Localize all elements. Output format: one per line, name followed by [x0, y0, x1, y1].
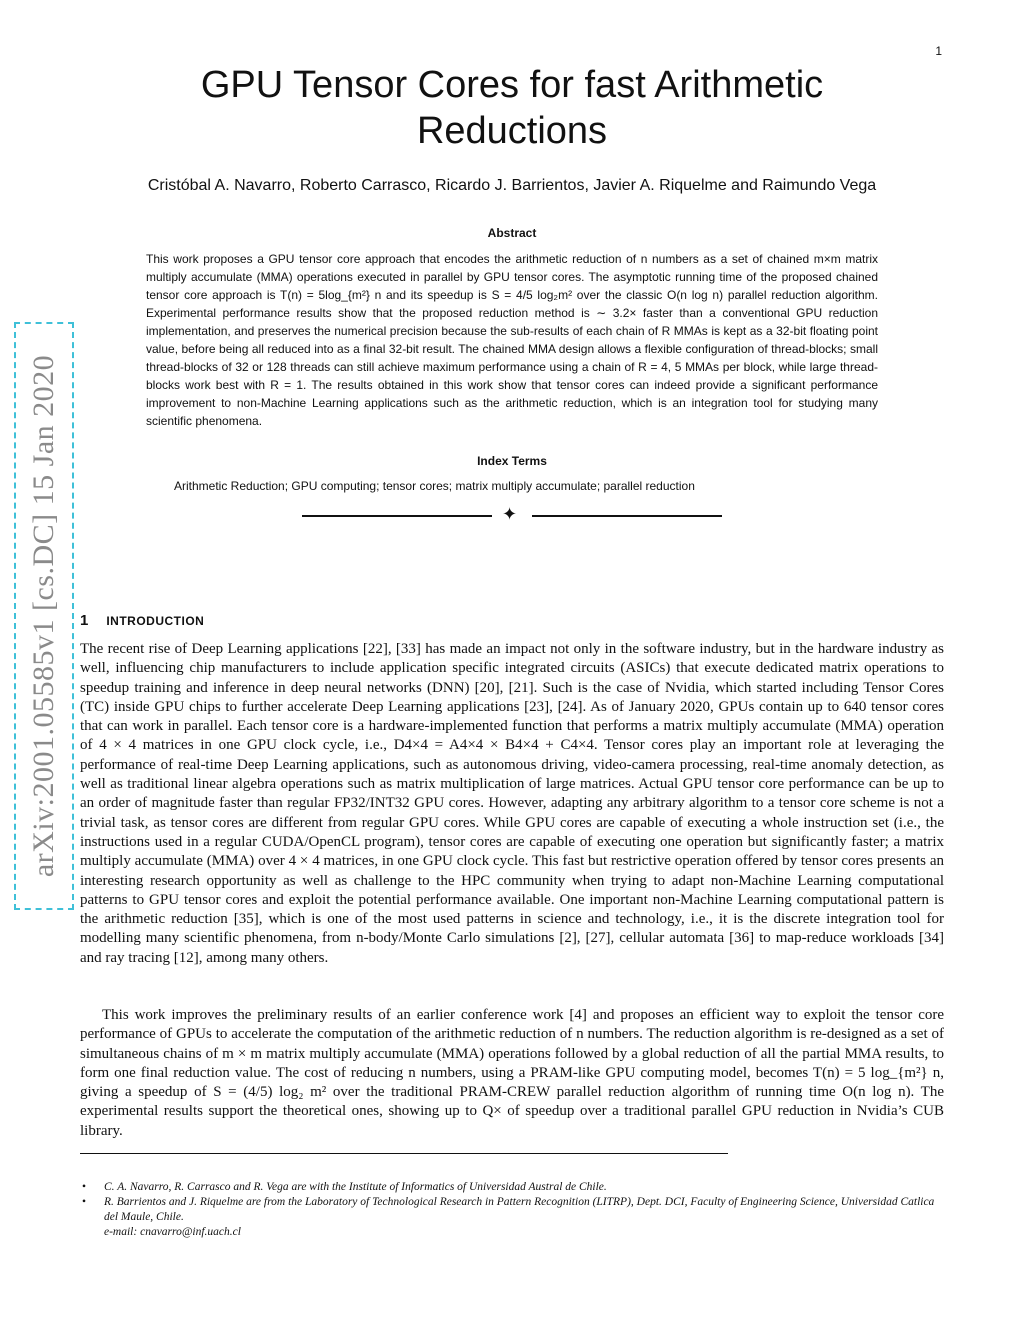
author-list: Cristóbal A. Navarro, Roberto Carrasco, Ricardo J. Barrientos, Javier A. Riquelme and Raimundo Vega	[147, 177, 877, 194]
index-terms: Arithmetic Reduction; GPU computing; tensor cores; matrix multiply accumulate; parallel reduction	[174, 479, 695, 493]
separator-rule-left	[302, 515, 492, 517]
arxiv-identifier[interactable]: arXiv:2001.05585v1 [cs.DC] 15 Jan 2020	[27, 354, 60, 878]
separator-rule-right	[532, 515, 722, 517]
section-separator	[302, 506, 722, 526]
section-title: INTRODUCTION	[106, 614, 205, 628]
abstract-text: This work proposes a GPU tensor core approach that encodes the arithmetic reduction of n numbers as a set of chained m×m matrix multiply accumulate (MMA) operations executed in parallel by GPU tensor cores. The asymptotic running time of the proposed chained tensor core approach is T(n) = 5log_{m²} n and its speedup is S = 4/5 log₂m² over the classic O(n log n) parallel reduction algorithm. Experimental performance results show that the proposed reduction method is ∼ 3.2× faster than a conventional GPU reduction implementation, and preserves the numerical precision because the sub-results of each chain of R MMAs is kept as a 32-bit floating point value, before being all reduced into as a final 32-bit result. The chained MMA design allows a flexible configuration of thread-blocks; small thread-blocks of 32 or 128 threads can still achieve maximum performance using a chain of R = 4, 5 MMAs per block, while large thread-blocks work best with R = 1. The results obtained in this work show that tensor cores can indeed provide a significant performance improvement to non-Machine Learning applications such as the arithmetic reduction, which is an integration tool for studying many scientific phenomena.	[146, 252, 878, 428]
arxiv-stamp[interactable]	[14, 322, 74, 910]
paper-title: GPU Tensor Cores for fast Arithmetic Reductions	[200, 64, 824, 152]
footnote-text: C. A. Navarro, R. Carrasco and R. Vega are with the Institute of Informatics of Universidad Austral de Chile.	[104, 1181, 607, 1193]
footnotes	[80, 1180, 944, 1240]
footnote-divider	[80, 1153, 728, 1154]
bullet-icon: •	[82, 1196, 87, 1208]
footnote-email[interactable]: e-mail: cnavarro@inf.uach.cl	[104, 1226, 241, 1238]
index-terms-heading: Index Terms	[477, 454, 547, 468]
footnote-item	[80, 1195, 944, 1240]
body-paragraph: The recent rise of Deep Learning applications [22], [33] has made an impact not only in the software industry, but in the hardware industry as well, influencing chip manufacturers to include application specific integrated circuits (ASICs) that execute dedicated matrix operations to speedup training and inference in deep neural networks (DNN) [20], [21]. Such is the case of Nvidia, which started including Tensor Cores (TC) inside GPU chips to further accelerate Deep Learning applications [23], [24]. As of January 2020, GPUs contain up to 640 tensor cores that can work in parallel. Each tensor core is a hardware-implemented function that performs a matrix multiply accumulate (MMA) operation of 4 × 4 matrices in one GPU clock cycle, i.e., D4×4 = A4×4 × B4×4 + C4×4. Tensor cores play an important role at leveraging the performance of real-time Deep Learning applications, such as autonomous driving, video-camera processing, real-time anomaly detection, as well as traditional linear algebra operations such as matrix multiplication of large matrices. Actual GPU tensor core performance can be up to an order of magnitude faster than regular FP32/INT32 GPU cores. However, adapting any arbitrary algorithm to a tensor core scheme is not a trivial task, as tensor cores are different from regular GPU cores. While GPU cores are capable of executing a whole instruction set (i.e., the instructions used in a regular CUDA/OpenCL program), tensor cores are capable of executing one operation but significantly faster; a matrix multiply accumulate (MMA) over 4 × 4 matrices, in one GPU clock cycle. This fast but restrictive operation offered by tensor cores presents an interesting research opportunity as well as challenge to the HPC community when trying to adapt non-Machine Learning computational patterns to GPU tensor cores and exploit the potential performance available. One important non-Machine Learning computational pattern is the arithmetic reduction [35], which is one of the most used patterns in science and technology, i.e., it is the discrete integration tool for modelling many scientific phenomena, from n-body/Monte Carlo simulations [2], [27], cellular automata [36] to map-reduce workloads [34] and ray tracing [12], among many others.	[80, 641, 944, 966]
body-paragraph: This work improves the preliminary results of an earlier conference work [4] and proposes an efficient way to exploit the tensor core performance of GPUs to accelerate the computation of the arithmetic reduction of n numbers. The reduction algorithm is re-designed as a set of simultaneous chains of m × m matrix multiply accumulate (MMA) operations followed by a global reduction of all the partial MMA results, to form one final reduction value. The cost of reducing n numbers, using a PRAM-like GPU computing model, becomes T(n) = 5 log_{m²} n, giving a speedup of S = (4/5) log₂ m² over the traditional PRAM-CREW parallel reduction algorithm of running time O(n log n). The experimental results support the theoretical ones, showing up to Q× of speedup over a traditional parallel GPU reduction in Nvidia’s CUB library.	[80, 1007, 944, 1139]
section-heading	[80, 612, 204, 629]
section-number: 1	[80, 612, 89, 629]
page-number: 1	[935, 44, 942, 58]
footnote-text: R. Barrientos and J. Riquelme are from the Laboratory of Technological Research in Pattern Recognition (LITRP), Dept. DCI, Faculty of Engineering Science, Universidad Catlica del Maule, Chile.	[104, 1196, 935, 1223]
separator-diamond-icon: ✦	[502, 504, 518, 524]
footnote-item	[80, 1180, 944, 1195]
bullet-icon: •	[82, 1181, 87, 1193]
abstract-heading: Abstract	[487, 226, 537, 240]
